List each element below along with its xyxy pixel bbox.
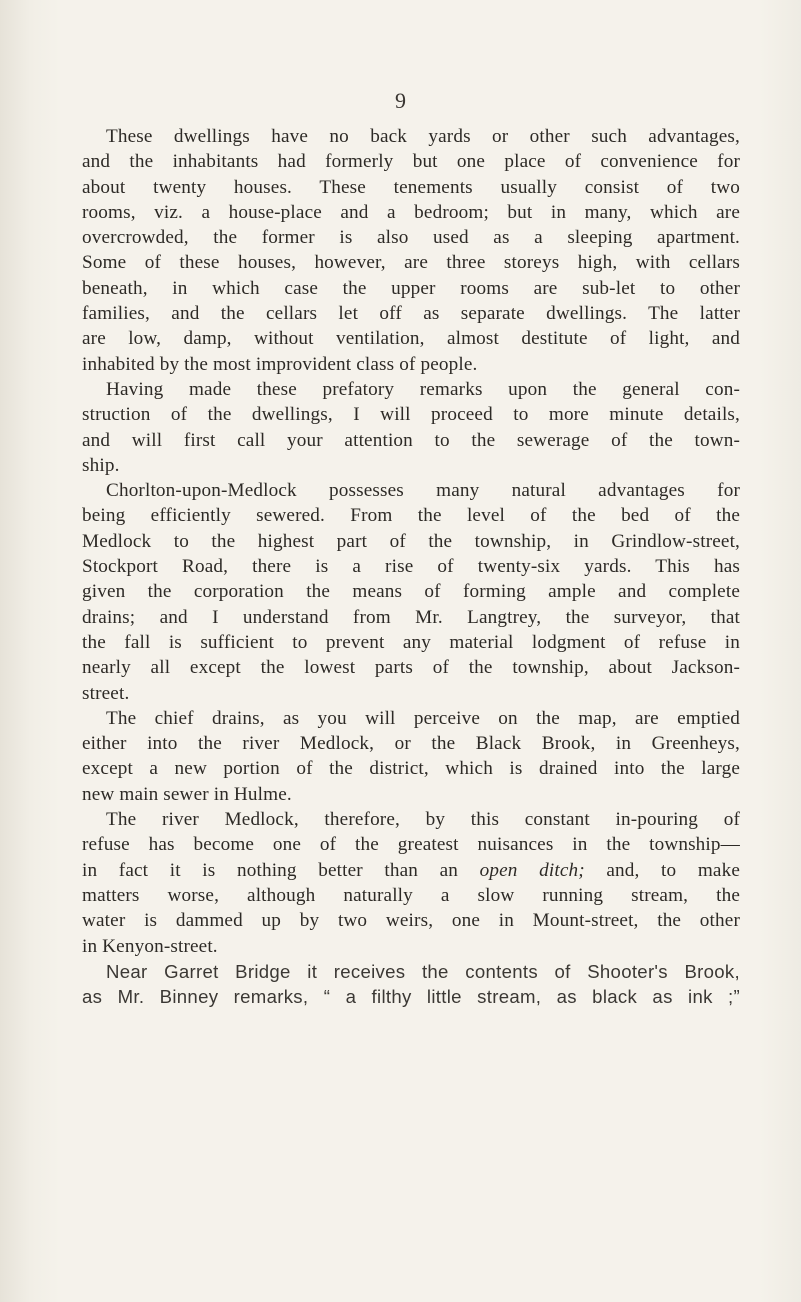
text-line: water is dammed up by two weirs, one in Mount-street, the other — [82, 910, 740, 932]
text-line: inhabited by the most improvident class of people. — [82, 353, 478, 375]
text-line: Having made these prefatory remarks upon the general con- — [106, 378, 740, 400]
text-fragment: in fact it is nothing better than an — [82, 859, 480, 881]
paragraph-2 — [60, 377, 740, 478]
text-line: These dwellings have no back yards or other such advantages, — [106, 126, 740, 147]
paragraph-3 — [60, 478, 740, 706]
paragraph-4 — [60, 706, 740, 807]
text-line: the fall is sufficient to prevent any material lodgment of refuse in — [82, 631, 740, 653]
text-line: Near Garret Bridge it receives the contents of Shooter's Brook, — [106, 960, 740, 982]
paragraph-5 — [60, 807, 740, 959]
page-number: 9 — [395, 88, 406, 113]
text-line: families, and the cellars let off as separate dwellings. The latter — [82, 303, 740, 325]
text-line: in Kenyon-street. — [82, 935, 218, 957]
text-line: about twenty houses. These tenements usually consist of two — [82, 176, 740, 198]
text-line: Some of these houses, however, are three storeys high, with cellars — [82, 252, 740, 274]
text-line: overcrowded, the former is also used as a sleeping apartment. — [82, 227, 740, 249]
text-line: rooms, viz. a house-place and a bedroom; but in many, which are — [82, 201, 740, 223]
text-line: Medlock to the highest part of the township, in Grindlow-street, — [82, 530, 740, 552]
body-text — [60, 124, 740, 1009]
text-fragment: and, to make — [584, 859, 740, 881]
text-line-with-emphasis — [60, 858, 740, 883]
text-line: struction of the dwellings, I will proceed to more minute details, — [82, 404, 740, 426]
text-line: being efficiently sewered. From the level of the bed of the — [82, 505, 740, 527]
text-line: and will first call your attention to the sewerage of the town- — [82, 429, 740, 451]
paragraph-6 — [60, 959, 740, 1010]
text-line: new main sewer in Hulme. — [82, 783, 292, 805]
text-line: except a new portion of the district, which is drained into the large — [82, 758, 740, 780]
text-line: ship. — [82, 454, 120, 476]
text-line: street. — [82, 682, 130, 704]
text-line: The chief drains, as you will perceive on the map, are emptied — [106, 707, 740, 729]
text-line: matters worse, although naturally a slow running stream, the — [82, 884, 740, 906]
emphasis-text: open ditch; — [479, 859, 585, 881]
text-line: drains; and I understand from Mr. Langtrey, the surveyor, that — [82, 606, 740, 628]
text-line: are low, damp, without ventilation, almost destitute of light, and — [82, 328, 740, 350]
text-line: Stockport Road, there is a rise of twenty-six yards. This has — [82, 556, 740, 578]
text-line: nearly all except the lowest parts of the township, about Jackson- — [82, 657, 740, 679]
text-line: given the corporation the means of forming ample and complete — [82, 581, 740, 603]
text-line: either into the river Medlock, or the Black Brook, in Greenheys, — [82, 733, 740, 755]
text-line: as Mr. Binney remarks, “ a filthy little stream, as black as ink ;” — [82, 986, 740, 1008]
text-line: beneath, in which case the upper rooms are sub-let to other — [82, 277, 740, 299]
text-line: refuse has become one of the greatest nuisances in the township— — [82, 834, 740, 856]
paragraph-1 — [60, 124, 740, 377]
text-line: Chorlton-upon-Medlock possesses many natural advantages for — [106, 480, 740, 502]
text-line: The river Medlock, therefore, by this constant in-pouring of — [106, 809, 740, 831]
text-line: and the inhabitants had formerly but one place of convenience for — [82, 151, 740, 173]
